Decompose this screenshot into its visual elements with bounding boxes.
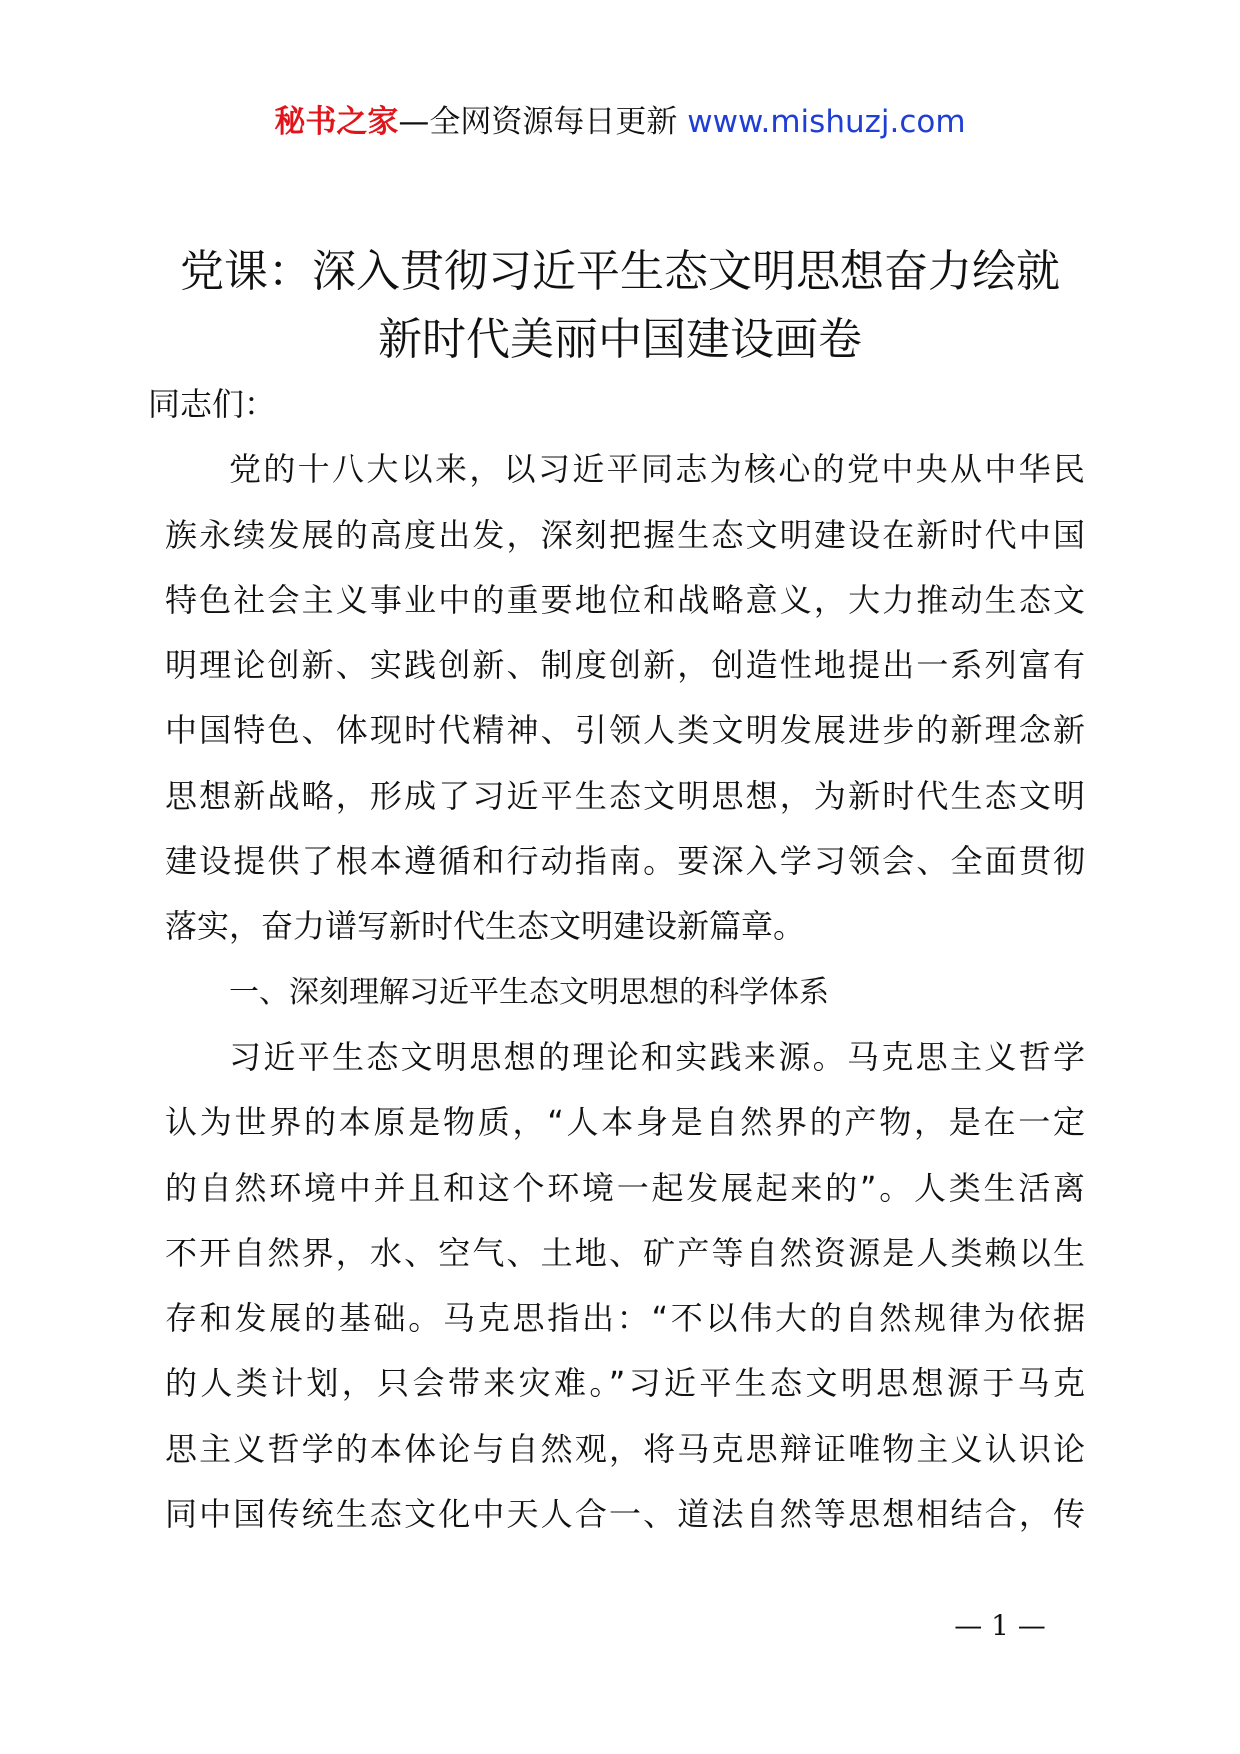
paragraph-line: 落实，奋力谱写新时代生态文明建设新篇章。 xyxy=(165,907,806,946)
paragraph-line: 存和发展的基础。马克思指出：“不以伟大的自然规律为依据 xyxy=(165,1299,1085,1338)
banner-url[interactable]: www.mishuzj.com xyxy=(687,104,966,140)
title-line-1: 党课：深入贯彻习近平生态文明思想奋力绘就 xyxy=(180,246,1060,297)
paragraph-line: 思想新战略，形成了习近平生态文明思想，为新时代生态文明 xyxy=(165,776,1085,815)
section-heading: 一、深刻理解习近平生态文明思想的科学体系 xyxy=(229,974,829,1010)
brand-name: 秘书之家 xyxy=(274,104,399,140)
paragraph-line: 特色社会主义事业中的重要地位和战略意义，大力推动生态文 xyxy=(165,580,1085,619)
paragraph-line: 不开自然界，水、空气、土地、矿产等自然资源是人类赖以生 xyxy=(165,1233,1085,1272)
paragraph-line: 习近平生态文明思想的理论和实践来源。马克思主义哲学 xyxy=(229,1037,1085,1076)
paragraph-line: 党的十八大以来，以习近平同志为核心的党中央从中华民 xyxy=(229,450,1085,489)
site-banner xyxy=(0,100,1240,144)
title-line-2: 新时代美丽中国建设画卷 xyxy=(378,314,862,365)
page-number: — 1 — xyxy=(954,1609,1046,1642)
document-body xyxy=(148,372,1085,1547)
paragraph-line: 的人类计划，只会带来灾难。”习近平生态文明思想源于马克 xyxy=(165,1364,1085,1403)
paragraph-line: 族永续发展的高度出发，深刻把握生态文明建设在新时代中国 xyxy=(165,515,1085,554)
paragraph-line: 明理论创新、实践创新、制度创新，创造性地提出一系列富有 xyxy=(165,646,1085,685)
paragraph-line: 中国特色、体现时代精神、引领人类文明发展进步的新理念新 xyxy=(165,711,1085,750)
paragraph-line: 同中国传统生态文化中天人合一、道法自然等思想相结合，传 xyxy=(165,1495,1085,1534)
salutation: 同志们： xyxy=(148,385,277,423)
document-title xyxy=(150,238,1090,374)
paragraph-line: 认为世界的本原是物质，“人本身是自然界的产物，是在一定 xyxy=(165,1103,1085,1142)
paragraph-line: 建设提供了根本遵循和行动指南。要深入学习领会、全面贯彻 xyxy=(165,842,1085,881)
banner-tagline: —全网资源每日更新 xyxy=(398,104,678,140)
paragraph-line: 的自然环境中并且和这个环境一起发展起来的”。人类生活离 xyxy=(165,1168,1085,1207)
paragraph-line: 思主义哲学的本体论与自然观，将马克思辩证唯物主义认识论 xyxy=(165,1429,1085,1468)
